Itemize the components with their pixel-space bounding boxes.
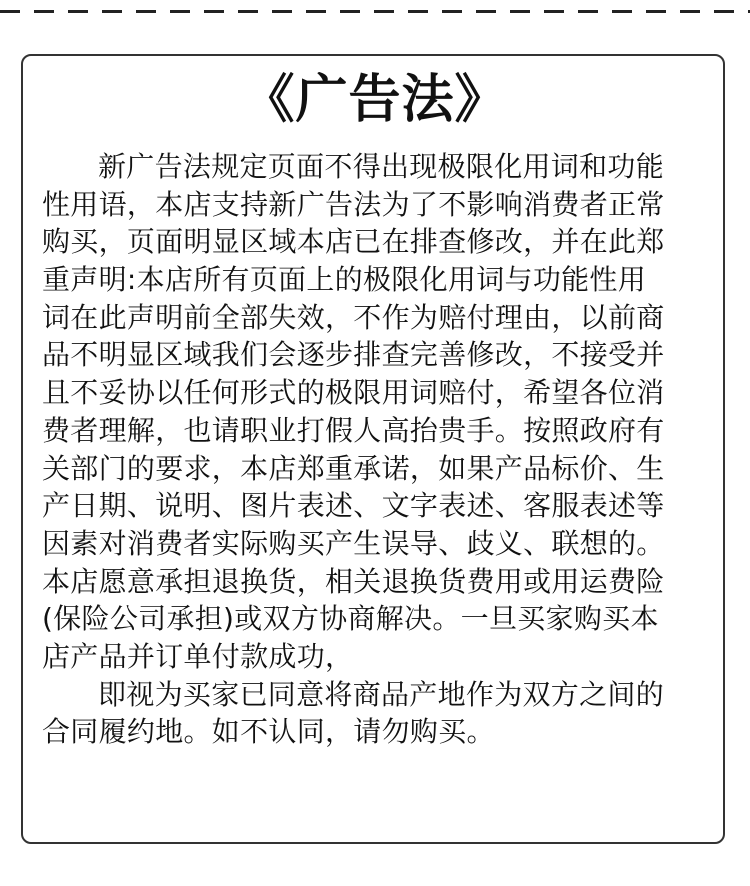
paragraph-line: 本店愿意承担退换货，相关退换货费用或用运费险 xyxy=(42,564,665,598)
paragraph-line: 且不妥协以任何形式的极限用词赔付，希望各位消 xyxy=(42,376,665,410)
notice-body xyxy=(42,148,722,751)
paragraph-line: 因素对消费者实际购买产生误导、歧义、联想的。 xyxy=(42,526,665,560)
paragraph-line: (保险公司承担)或双方协商解决。一旦买家购买本 xyxy=(42,602,659,636)
top-dashed-divider xyxy=(0,0,750,14)
paragraph-line: 店产品并订单付款成功， xyxy=(42,639,354,673)
paragraph-line: 费者理解，也请职业打假人高抬贵手。按照政府有 xyxy=(42,413,665,447)
paragraph-line: 关部门的要求，本店郑重承诺，如果产品标价、生 xyxy=(42,451,665,485)
paragraph-line: 词在此声明前全部失效，不作为赔付理由，以前商 xyxy=(42,300,665,334)
paragraph-line: 即视为买家已同意将商品产地作为双方之间的 xyxy=(98,677,665,711)
paragraph-line: 品不明显区域我们会逐步排查完善修改，不接受并 xyxy=(42,338,665,372)
paragraph-line: 性用语，本店支持新广告法为了不影响消费者正常 xyxy=(42,187,665,221)
notice-title: 《广告法》 xyxy=(242,70,508,130)
paragraph-line: 购买，页面明显区域本店已在排查修改，并在此郑 xyxy=(42,225,665,259)
paragraph-line: 合同履约地。如不认同，请勿购买。 xyxy=(42,715,495,749)
paragraph-line: 重声明:本店所有页面上的极限化用词与功能性用 xyxy=(42,263,647,297)
paragraph-line: 产日期、说明、图片表述、文字表述、客服表述等 xyxy=(42,489,665,523)
paragraph-line: 新广告法规定页面不得出现极限化用词和功能 xyxy=(98,150,665,183)
